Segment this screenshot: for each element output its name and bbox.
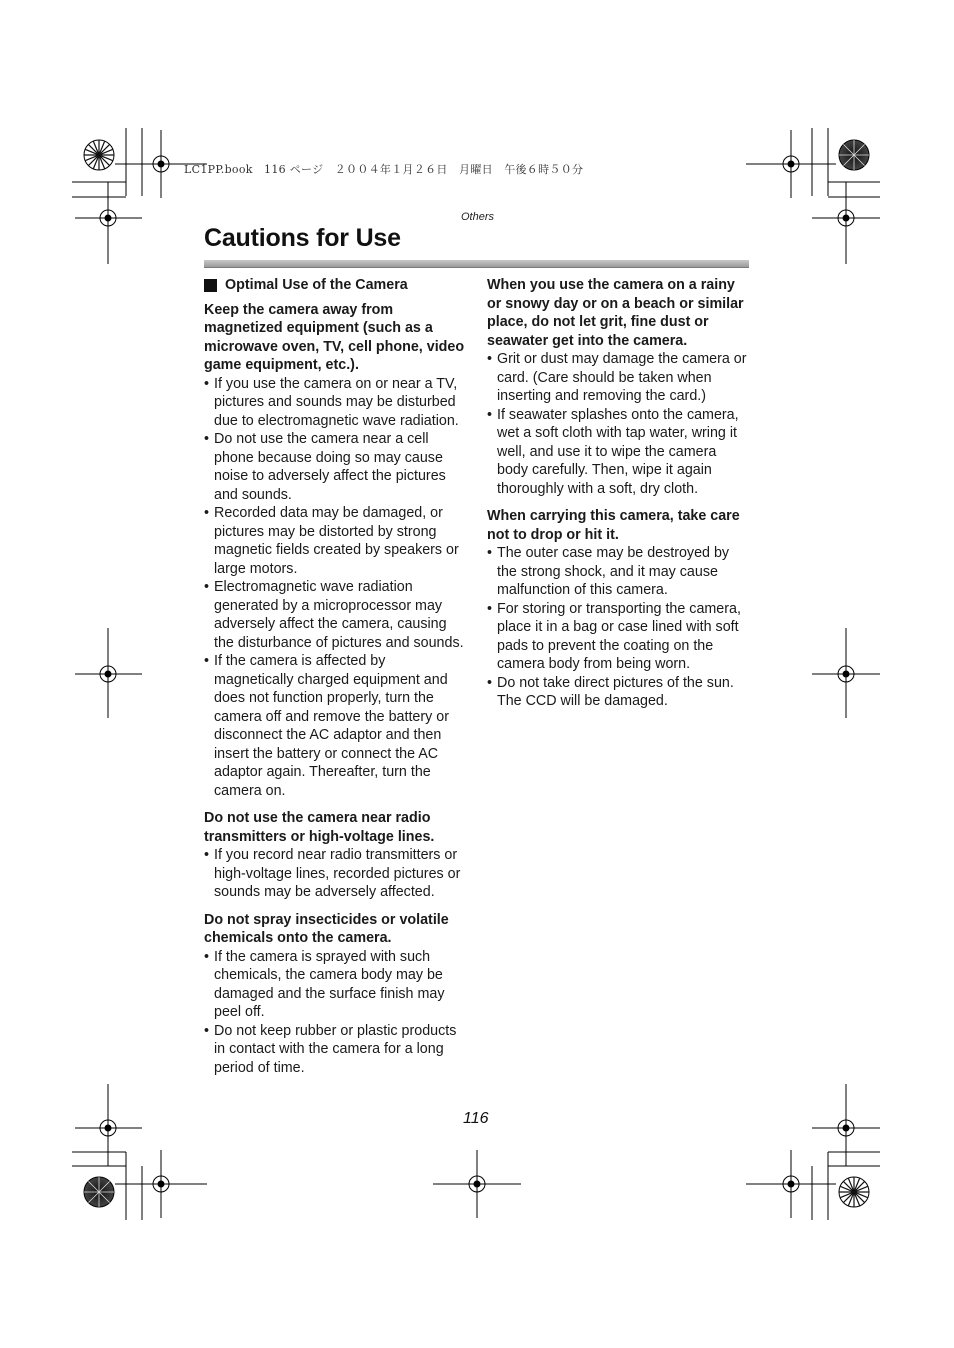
- page-number: 116: [463, 1110, 489, 1127]
- left-column: [204, 276, 466, 1086]
- registration-target-tr: [839, 140, 869, 170]
- section-lead: Do not use the camera near radio transmitters or high-voltage lines.: [204, 810, 435, 845]
- crosshair-mark: [812, 182, 880, 264]
- section-tag: Others: [461, 211, 495, 223]
- bullet-list: [204, 846, 466, 902]
- crosshair-mark: [433, 1150, 521, 1218]
- bullet-item: • For storing or transporting the camera, place it in a bag or case lined with soft pads to prevent the coating on the camera body from being worn.: [487, 600, 749, 674]
- title-rule: [204, 260, 749, 268]
- bullet-item: • Do not take direct pictures of the sun. The CCD will be damaged.: [487, 674, 749, 711]
- bullet-item: • Do not use the camera near a cell phone because doing so may cause noise to adversely affect the pictures and sounds.: [204, 430, 466, 504]
- page-title: Cautions for Use: [204, 224, 401, 252]
- registration-target-tl: [84, 140, 114, 170]
- crosshair-mark: [75, 182, 142, 264]
- bullet-item: • Electromagnetic wave radiation generated by a microprocessor may adversely affect the camera, causing the disturbance of pictures and sounds.: [204, 578, 466, 652]
- crosshair-mark: [746, 130, 836, 198]
- print-header: LC1PP.book 116 ページ ２００４年１月２６日 月曜日 午後６時５０分: [184, 163, 584, 176]
- subheading: [204, 276, 466, 295]
- section-lead: Do not spray insecticides or volatile chemicals onto the camera.: [204, 911, 449, 946]
- bullet-item: • If seawater splashes onto the camera, wet a soft cloth with tap water, wring it well, and use it to wipe the camera body carefully. Then, wipe it again thoroughly with a soft, dry cloth.: [487, 406, 749, 499]
- registration-target-bl: [84, 1177, 114, 1207]
- crosshair-mark: [75, 1084, 142, 1166]
- black-square-icon: [204, 279, 217, 292]
- crosshair-mark: [812, 1084, 880, 1166]
- bullet-item: • Recorded data may be damaged, or pictures may be distorted by strong magnetic fields created by speakers or large motors.: [204, 504, 466, 578]
- section-lead: When carrying this camera, take care not to drop or hit it.: [487, 508, 740, 543]
- right-column: [487, 276, 749, 720]
- bullet-item: • If you use the camera on or near a TV, pictures and sounds may be disturbed due to electromagnetic wave radiation.: [204, 375, 466, 431]
- bullet-item: • If you record near radio transmitters or high-voltage lines, recorded pictures or sounds may be adversely affected.: [204, 846, 466, 902]
- section-lead: Keep the camera away from magnetized equipment (such as a microwave oven, TV, cell phone, video game equipment, etc.).: [204, 301, 465, 373]
- crosshair-mark: [746, 1150, 836, 1218]
- section-lead: When you use the camera on a rainy or snowy day or on a beach or similar place, do not let grit, fine dust or seawater get into the camera.: [487, 277, 744, 349]
- bullet-item: • Grit or dust may damage the camera or card. (Care should be taken when inserting and removing the card.): [487, 350, 749, 406]
- bullet-list: [204, 375, 466, 801]
- bullet-item: • If the camera is affected by magnetically charged equipment and does not function properly, turn the camera off and remove the battery or disconnect the AC adaptor and then insert the battery or connect the AC adaptor again. Thereafter, turn the camera on.: [204, 652, 466, 800]
- subheading-text: Optimal Use of the Camera: [225, 277, 408, 293]
- bullet-item: • If the camera is sprayed with such chemicals, the camera body may be damaged and the surface finish may peel off.: [204, 948, 466, 1022]
- crosshair-mark: [115, 1150, 207, 1218]
- crosshair-mark: [75, 628, 142, 718]
- bullet-item: • Do not keep rubber or plastic products in contact with the camera for a long period of time.: [204, 1022, 466, 1078]
- bullet-list: [487, 544, 749, 711]
- crosshair-mark: [812, 628, 880, 718]
- bullet-item: • The outer case may be destroyed by the strong shock, and it may cause malfunction of this camera.: [487, 544, 749, 600]
- bullet-list: [487, 350, 749, 498]
- registration-target-br: [839, 1177, 869, 1207]
- bullet-list: [204, 948, 466, 1078]
